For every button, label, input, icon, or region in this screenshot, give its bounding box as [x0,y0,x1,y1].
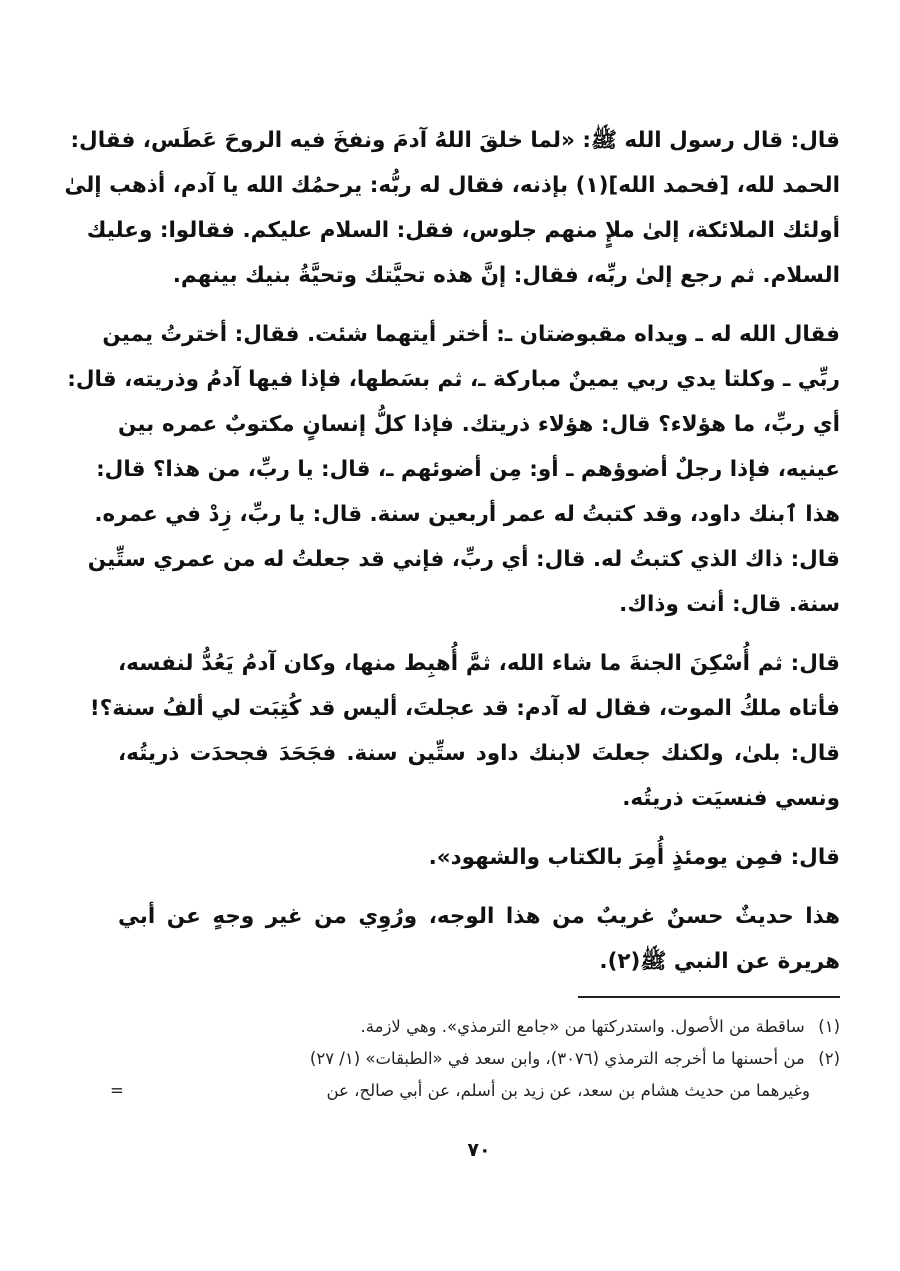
text-line: أولئك الملائكة، إلىٰ ملإٍ منهم جلوس، فقل: السلام عليكم. فقالوا: وعليك [86,218,840,243]
text-line: هذا حديثٌ حسنٌ غريبٌ من هذا الوجه، ورُوِي من غير وجهٍ عن أبي [118,904,840,929]
footnote-divider [578,996,840,998]
footnote-text: وغيرهما من حديث هشام بن سعد، عن زيد بن أسلم، عن أبي صالح، عن [326,1081,810,1100]
footnote-text: من أحسنها ما أخرجه الترمذي (٣٠٧٦)، وابن سعد في «الطبقات» (١/ ٢٧) [309,1049,805,1068]
text-line: قال: بلىٰ، ولكنك جعلتَ لابنك داود ستِّين سنة. فجَحَدَ فجحدَت ذريتُه، [118,741,840,766]
page-number: ٧٠ [467,1139,491,1161]
paragraph-5 [118,894,840,984]
text-line: عينيه، فإذا رجلٌ أضوؤهم ـ أو: مِن أضوئهم ـ، قال: يا ربِّ، من هذا؟ قال: [96,457,840,482]
text-line: سنة. قال: أنت وذاك. [619,592,840,617]
footnotes [110,1011,840,1107]
text-line: ربِّي ـ وكلتا يدي ربي يمينٌ مباركة ـ، ثم بسَطها، فإذا فيها آدمُ وذريته، قال: [67,367,840,392]
paragraph-1 [64,118,840,298]
footnote-marker: (١) [818,1017,840,1036]
text-line: فقال الله له ـ ويداه مقبوضتان ـ: أختر أيتهما شئت. فقال: أخترتُ يمين [102,322,840,347]
text-line: هريرة عن النبي ﷺ(٢). [599,949,840,974]
footnote-1 [118,1011,840,1043]
paragraph-4 [118,835,840,880]
paragraph-3 [89,641,840,821]
footnote-text: ساقطة من الأصول. واستدركتها من «جامع الترمذي». وهي لازمة. [360,1017,805,1036]
page [64,118,840,1218]
text-line: فأتاه ملكُ الموت، فقال له آدم: قد عجلتَ، أليس قد كُتِبَت لي ألفُ سنة؟! [89,696,840,721]
text-line: هذا ٱبنك داود، وقد كتبتُ له عمر أربعين سنة. قال: يا ربِّ، زِدْ في عمره. [94,502,840,527]
continuation-mark: = [110,1081,124,1100]
text-line: ونسي فنسيَت ذريتُه. [622,786,840,811]
text-line: قال: ثم أُسْكِنَ الجنةَ ما شاء الله، ثمَّ أُهبِط منها، وكان آدمُ يَعُدُّ لنفسه، [118,651,840,676]
main-text [64,118,840,984]
text-line: الحمد لله، [فحمد الله](١) بإذنه، فقال له ربُّه: يرحمُك الله يا آدم، أذهب إلىٰ [64,173,840,198]
footnote-2 [118,1043,840,1075]
text-line: قال: ذاك الذي كتبتُ له. قال: أي ربِّ، فإني قد جعلتُ له من عمري ستِّين [87,547,840,572]
footnote-2-continued [110,1075,840,1107]
paragraph-2 [67,312,840,627]
text-line: قال: قال رسول الله ﷺ: «لما خلقَ اللهُ آدمَ ونفخَ فيه الروحَ عَطَس، فقال: [70,128,840,153]
text-line: قال: فمِن يومئذٍ أُمِرَ بالكتاب والشهود». [428,845,840,870]
footnote-marker: (٢) [818,1049,840,1068]
text-line: أي ربِّ، ما هؤلاء؟ قال: هؤلاء ذريتك. فإذا كلُّ إنسانٍ مكتوبٌ عمره بين [118,412,840,437]
text-line: السلام. ثم رجع إلىٰ ربِّه، فقال: إنَّ هذه تحيَّتك وتحيَّةُ بنيك بينهم. [172,263,840,288]
